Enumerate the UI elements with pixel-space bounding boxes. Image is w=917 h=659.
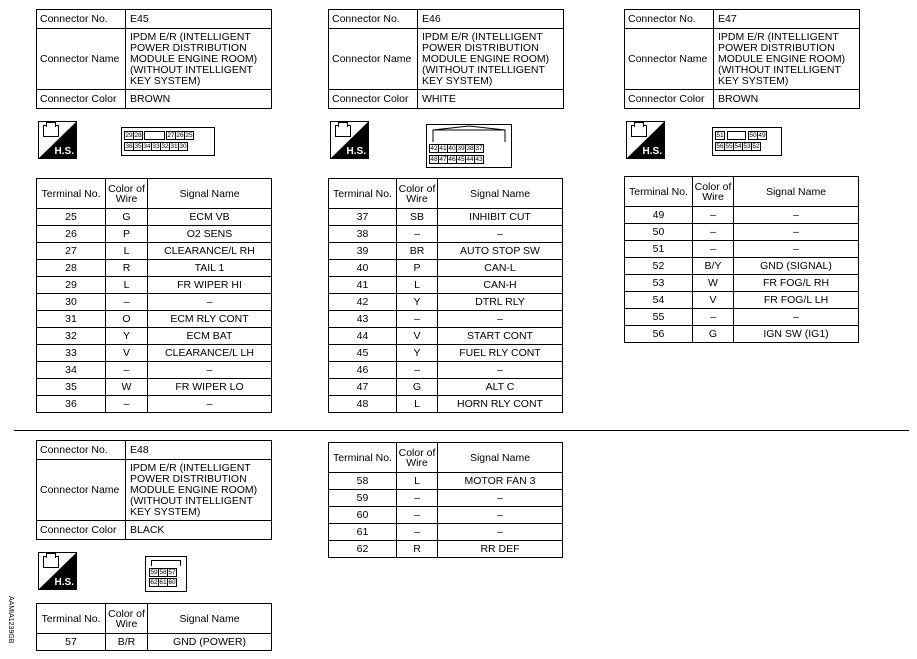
terminal-no-cell: 54: [625, 292, 693, 309]
terminal-no-cell: 36: [37, 396, 106, 413]
connector-info-e48: [36, 440, 272, 540]
terminal-no-cell: 60: [329, 507, 397, 524]
terminal-no-cell: 44: [329, 328, 397, 345]
terminal-no-cell: 33: [37, 345, 106, 362]
terminal-no-cell: 49: [625, 207, 693, 224]
terminal-no-cell: 48: [329, 396, 397, 413]
pin-label: 62: [150, 579, 158, 586]
terminal-no-cell: 42: [329, 294, 397, 311]
connector-name-value: IPDM E/R (INTELLIGENT POWER DISTRIBUTION MODULE ENGINE ROOM) (WITHOUT INTELLIGENT KEY SYSTEM): [714, 29, 860, 90]
harness-side-icon: [38, 121, 77, 159]
harness-side-icon: [330, 121, 369, 159]
hs-label: H.S.: [54, 146, 74, 157]
signal-name-cell: FR WIPER LO: [148, 379, 272, 396]
wire-color-cell: R: [106, 260, 148, 277]
signal-name-cell: –: [734, 309, 859, 326]
table-row: [625, 292, 859, 309]
signal-name-cell: AUTO STOP SW: [438, 243, 563, 260]
table-row: [37, 328, 272, 345]
table-row: [37, 277, 272, 294]
connector-color-value: WHITE: [418, 90, 564, 109]
pin-label: 27: [167, 132, 175, 140]
table-row: [37, 379, 272, 396]
table-row: [625, 241, 859, 258]
table-row: [37, 634, 272, 651]
reference-code: AAMIA1239GB: [7, 596, 14, 644]
wire-color-cell: –: [397, 524, 438, 541]
connector-color-value: BROWN: [714, 90, 860, 109]
signal-name-cell: IGN SW (IG1): [734, 326, 859, 343]
pin-label: 33: [152, 143, 160, 150]
pin-label: 42: [430, 145, 438, 152]
terminal-no-cell: 46: [329, 362, 397, 379]
table-row: [625, 309, 859, 326]
connector-color-label: Connector Color: [625, 90, 714, 109]
connector-no-value: E48: [126, 441, 272, 460]
pin-label: 61: [159, 579, 167, 586]
signal-name-header: Signal Name: [734, 177, 859, 207]
terminal-no-cell: 39: [329, 243, 397, 260]
table-row: [329, 294, 563, 311]
signal-name-cell: TAIL 1: [148, 260, 272, 277]
terminal-no-cell: 31: [37, 311, 106, 328]
wire-color-cell: –: [106, 396, 148, 413]
signal-name-cell: –: [734, 241, 859, 258]
table-row: [37, 243, 272, 260]
signal-name-cell: –: [148, 396, 272, 413]
wire-color-cell: L: [397, 277, 438, 294]
table-row: [329, 541, 563, 558]
wire-color-cell: W: [106, 379, 148, 396]
wire-color-cell: –: [106, 294, 148, 311]
signal-name-cell: ECM BAT: [148, 328, 272, 345]
terminal-no-cell: 43: [329, 311, 397, 328]
table-row: [329, 524, 563, 541]
pin-label: 50: [749, 132, 757, 140]
pin-label: 46: [448, 156, 456, 163]
table-row: [329, 277, 563, 294]
connector-name-label: Connector Name: [329, 29, 418, 90]
signal-name-cell: ALT C: [438, 379, 563, 396]
connector-no-value: E47: [714, 10, 860, 29]
pin-label: 35: [134, 143, 142, 150]
wire-color-cell: BR: [397, 243, 438, 260]
connector-no-value: E45: [126, 10, 272, 29]
table-row: [329, 260, 563, 277]
terminal-no-cell: 41: [329, 277, 397, 294]
connector-color-value: BLACK: [126, 521, 272, 540]
connector-name-value: IPDM E/R (INTELLIGENT POWER DISTRIBUTION MODULE ENGINE ROOM) (WITHOUT INTELLIGENT KEY SYSTEM): [418, 29, 564, 90]
section-divider: [14, 430, 909, 431]
terminal-no-cell: 45: [329, 345, 397, 362]
signal-name-cell: FR FOG/L LH: [734, 292, 859, 309]
wire-color-cell: W: [693, 275, 734, 292]
wire-color-cell: –: [397, 226, 438, 243]
connector-name-label: Connector Name: [37, 29, 126, 90]
wire-color-cell: Y: [397, 345, 438, 362]
wire-color-cell: Y: [106, 328, 148, 345]
connector-face-e46: [426, 124, 512, 168]
pin-label: 51: [716, 132, 724, 140]
pin-label: 41: [439, 145, 447, 152]
table-row: [37, 226, 272, 243]
connector-name-value: IPDM E/R (INTELLIGENT POWER DISTRIBUTION MODULE ENGINE ROOM) (WITHOUT INTELLIGENT KEY SYSTEM): [126, 460, 272, 521]
terminal-no-cell: 32: [37, 328, 106, 345]
pin-label: 44: [466, 156, 474, 163]
terminal-no-header: Terminal No.: [625, 177, 693, 207]
terminal-no-cell: 40: [329, 260, 397, 277]
wire-color-cell: –: [397, 490, 438, 507]
signal-name-cell: CLEARANCE/L RH: [148, 243, 272, 260]
wire-color-cell: O: [106, 311, 148, 328]
wire-color-cell: G: [693, 326, 734, 343]
pin-label: 32: [161, 143, 169, 150]
connector-no-value: E46: [418, 10, 564, 29]
table-row: [625, 326, 859, 343]
pin-label: 30: [179, 143, 187, 150]
terminal-no-cell: 26: [37, 226, 106, 243]
lock-tab-icon: [144, 131, 165, 140]
signal-name-cell: START CONT: [438, 328, 563, 345]
connector-no-label: Connector No.: [329, 10, 418, 29]
wire-color-cell: G: [106, 209, 148, 226]
connector-name-label: Connector Name: [37, 460, 126, 521]
wire-color-cell: –: [106, 362, 148, 379]
connector-hood-icon: [427, 125, 511, 143]
wire-color-cell: Y: [397, 294, 438, 311]
hs-label: H.S.: [346, 146, 366, 157]
signal-name-header: Signal Name: [438, 179, 563, 209]
table-row: [37, 362, 272, 379]
wire-color-cell: –: [693, 309, 734, 326]
signal-name-header: Signal Name: [148, 604, 272, 634]
signal-name-cell: MOTOR FAN 3: [438, 473, 563, 490]
terminal-no-cell: 61: [329, 524, 397, 541]
pin-label: 31: [170, 143, 178, 150]
terminal-no-header: Terminal No.: [329, 443, 397, 473]
harness-side-icon: [626, 121, 665, 159]
wire-color-cell: V: [397, 328, 438, 345]
terminal-table-e45: [36, 178, 272, 413]
table-row: [329, 396, 563, 413]
wire-color-cell: SB: [397, 209, 438, 226]
signal-name-cell: DTRL RLY: [438, 294, 563, 311]
wire-color-cell: L: [106, 243, 148, 260]
wire-color-cell: V: [106, 345, 148, 362]
pin-label: 40: [448, 145, 456, 152]
pin-label: 26: [176, 132, 184, 140]
wire-color-cell: G: [397, 379, 438, 396]
signal-name-cell: FR FOG/L RH: [734, 275, 859, 292]
table-row: [625, 224, 859, 241]
connector-info-e46: [328, 9, 564, 109]
terminal-no-cell: 35: [37, 379, 106, 396]
connector-no-label: Connector No.: [37, 10, 126, 29]
pin-label: 29: [125, 132, 133, 140]
table-row: [37, 345, 272, 362]
wire-color-cell: L: [397, 473, 438, 490]
connector-name-label: Connector Name: [625, 29, 714, 90]
terminal-table-e46: [328, 178, 563, 413]
pin-label: 48: [430, 156, 438, 163]
wire-color-cell: P: [397, 260, 438, 277]
signal-name-cell: –: [438, 507, 563, 524]
terminal-no-header: Terminal No.: [37, 604, 106, 634]
table-row: [37, 294, 272, 311]
terminal-table-e47: [624, 176, 859, 343]
wire-color-cell: B/R: [106, 634, 148, 651]
signal-name-cell: CLEARANCE/L LH: [148, 345, 272, 362]
terminal-no-header: Terminal No.: [329, 179, 397, 209]
table-row: [37, 396, 272, 413]
signal-name-cell: GND (POWER): [148, 634, 272, 651]
signal-name-cell: –: [148, 362, 272, 379]
table-row: [625, 275, 859, 292]
connector-face-e45: [121, 127, 215, 156]
pin-label: 39: [457, 145, 465, 152]
table-row: [329, 311, 563, 328]
signal-name-header: Signal Name: [438, 443, 563, 473]
table-row: [329, 473, 563, 490]
table-row: [37, 311, 272, 328]
pin-label: 54: [734, 143, 742, 150]
table-row: [329, 328, 563, 345]
signal-name-cell: CAN-L: [438, 260, 563, 277]
connector-hood-icon: [151, 560, 181, 566]
wire-color-cell: R: [397, 541, 438, 558]
terminal-no-cell: 25: [37, 209, 106, 226]
wire-color-cell: P: [106, 226, 148, 243]
terminal-no-cell: 47: [329, 379, 397, 396]
wire-color-header: Color of Wire: [693, 177, 734, 207]
signal-name-cell: HORN RLY CONT: [438, 396, 563, 413]
wire-color-cell: B/Y: [693, 258, 734, 275]
signal-name-cell: –: [438, 524, 563, 541]
connector-no-label: Connector No.: [625, 10, 714, 29]
wire-color-cell: –: [397, 362, 438, 379]
terminal-no-cell: 51: [625, 241, 693, 258]
pin-label: 37: [475, 145, 483, 152]
pin-label: 59: [150, 569, 158, 576]
wire-color-header: Color of Wire: [106, 604, 148, 634]
terminal-no-cell: 37: [329, 209, 397, 226]
table-row: [329, 209, 563, 226]
signal-name-cell: GND (SIGNAL): [734, 258, 859, 275]
signal-name-cell: ECM RLY CONT: [148, 311, 272, 328]
wire-color-cell: V: [693, 292, 734, 309]
wire-color-cell: –: [397, 507, 438, 524]
connector-color-label: Connector Color: [37, 90, 126, 109]
lock-tab-icon: [727, 131, 746, 140]
terminal-no-cell: 55: [625, 309, 693, 326]
terminal-no-cell: 28: [37, 260, 106, 277]
connector-face-e48: [145, 556, 187, 592]
pin-label: 53: [743, 143, 751, 150]
terminal-table-e48-continued: [328, 442, 563, 558]
signal-name-cell: –: [438, 311, 563, 328]
connector-color-label: Connector Color: [37, 521, 126, 540]
signal-name-cell: CAN-H: [438, 277, 563, 294]
wire-color-cell: –: [693, 207, 734, 224]
signal-name-cell: –: [734, 224, 859, 241]
wire-color-header: Color of Wire: [397, 443, 438, 473]
pin-label: 52: [752, 143, 760, 150]
wire-color-cell: –: [693, 224, 734, 241]
terminal-no-header: Terminal No.: [37, 179, 106, 209]
connector-info-e47: [624, 9, 860, 109]
table-row: [329, 362, 563, 379]
table-row: [625, 207, 859, 224]
wire-color-header: Color of Wire: [106, 179, 148, 209]
signal-name-cell: –: [438, 226, 563, 243]
terminal-no-cell: 34: [37, 362, 106, 379]
signal-name-header: Signal Name: [148, 179, 272, 209]
table-row: [37, 209, 272, 226]
pin-label: 43: [475, 156, 483, 163]
terminal-no-cell: 53: [625, 275, 693, 292]
terminal-no-cell: 30: [37, 294, 106, 311]
wire-color-cell: –: [397, 311, 438, 328]
pin-label: 45: [457, 156, 465, 163]
connector-name-value: IPDM E/R (INTELLIGENT POWER DISTRIBUTION MODULE ENGINE ROOM) (WITHOUT INTELLIGENT KEY SYSTEM): [126, 29, 272, 90]
signal-name-cell: –: [438, 490, 563, 507]
terminal-no-cell: 58: [329, 473, 397, 490]
signal-name-cell: –: [734, 207, 859, 224]
signal-name-cell: RR DEF: [438, 541, 563, 558]
terminal-no-cell: 29: [37, 277, 106, 294]
pin-label: 60: [168, 579, 176, 586]
terminal-no-cell: 38: [329, 226, 397, 243]
connector-face-e47: [712, 127, 782, 156]
wire-color-cell: L: [106, 277, 148, 294]
table-row: [329, 226, 563, 243]
hs-label: H.S.: [54, 577, 74, 588]
signal-name-cell: O2 SENS: [148, 226, 272, 243]
wire-color-cell: –: [693, 241, 734, 258]
pin-label: 49: [758, 132, 766, 140]
harness-side-icon: [38, 552, 77, 590]
terminal-no-cell: 27: [37, 243, 106, 260]
pin-label: 34: [143, 143, 151, 150]
terminal-no-cell: 57: [37, 634, 106, 651]
signal-name-cell: FUEL RLY CONT: [438, 345, 563, 362]
table-row: [329, 243, 563, 260]
wire-color-cell: L: [397, 396, 438, 413]
connector-color-label: Connector Color: [329, 90, 418, 109]
pin-label: 55: [725, 143, 733, 150]
signal-name-cell: –: [148, 294, 272, 311]
table-row: [329, 379, 563, 396]
terminal-no-cell: 56: [625, 326, 693, 343]
pin-label: 36: [125, 143, 133, 150]
pin-label: 47: [439, 156, 447, 163]
table-row: [329, 490, 563, 507]
table-row: [329, 507, 563, 524]
terminal-table-e48: [36, 603, 272, 651]
terminal-no-cell: 59: [329, 490, 397, 507]
signal-name-cell: –: [438, 362, 563, 379]
pin-label: 28: [134, 132, 142, 140]
terminal-no-cell: 52: [625, 258, 693, 275]
connector-color-value: BROWN: [126, 90, 272, 109]
signal-name-cell: FR WIPER HI: [148, 277, 272, 294]
terminal-no-cell: 62: [329, 541, 397, 558]
connector-info-e45: [36, 9, 272, 109]
pin-label: 58: [159, 569, 167, 576]
signal-name-cell: ECM VB: [148, 209, 272, 226]
pin-label: 57: [168, 569, 176, 576]
terminal-no-cell: 50: [625, 224, 693, 241]
table-row: [37, 260, 272, 277]
signal-name-cell: INHIBIT CUT: [438, 209, 563, 226]
table-row: [625, 258, 859, 275]
pin-label: 25: [185, 132, 193, 140]
pin-label: 38: [466, 145, 474, 152]
table-row: [329, 345, 563, 362]
pin-label: 56: [716, 143, 724, 150]
connector-no-label: Connector No.: [37, 441, 126, 460]
wire-color-header: Color of Wire: [397, 179, 438, 209]
hs-label: H.S.: [642, 146, 662, 157]
